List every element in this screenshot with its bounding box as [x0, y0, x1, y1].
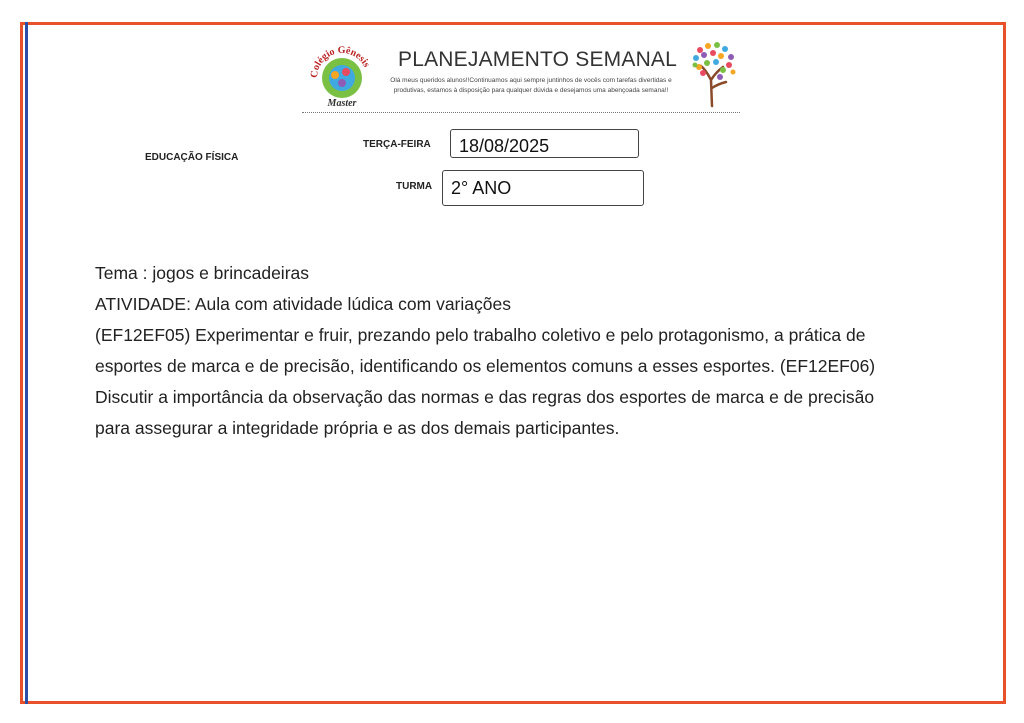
day-label: TERÇA-FEIRA [363, 139, 431, 150]
school-logo [307, 42, 377, 108]
theme-line: Tema : jogos e brincadeiras [95, 263, 309, 283]
page-border-accent [25, 22, 28, 704]
tree-icon [690, 40, 736, 108]
svg-text:Colégio Gênesis: Colégio Gênesis [308, 44, 372, 79]
lesson-content [95, 258, 885, 444]
class-field: 2° ANO [442, 170, 644, 206]
worksheet-header [302, 40, 740, 113]
class-label: TURMA [396, 181, 433, 192]
page-title: PLANEJAMENTO SEMANAL [398, 48, 678, 71]
activity-line: ATIVIDADE: Aula com atividade lúdica com variações [95, 294, 511, 314]
date-field: 18/08/2025 [450, 129, 639, 158]
subject-label: EDUCAÇÃO FÍSICA [145, 152, 239, 163]
welcome-message: Olá meus queridos alunos!!Continuamos aqui sempre juntinhos de vocês com tarefas divertidas e produtivas, estamos à disposição para qualquer dúvida e desejamos uma abençoada semana!! [390, 77, 672, 94]
bncc-skills-paragraph: (EF12EF05) Experimentar e fruir, prezando pelo trabalho coletivo e pelo protagonismo, a prática de esportes de marca e de precisão, identificando os elementos comuns a esses esportes. (EF12EF06) Discutir a importância da observação das normas e das regras dos esportes de marca e de precisão para assegurar a integridade própria e as dos demais participantes. [95, 325, 876, 438]
svg-text:Master: Master [327, 98, 357, 108]
